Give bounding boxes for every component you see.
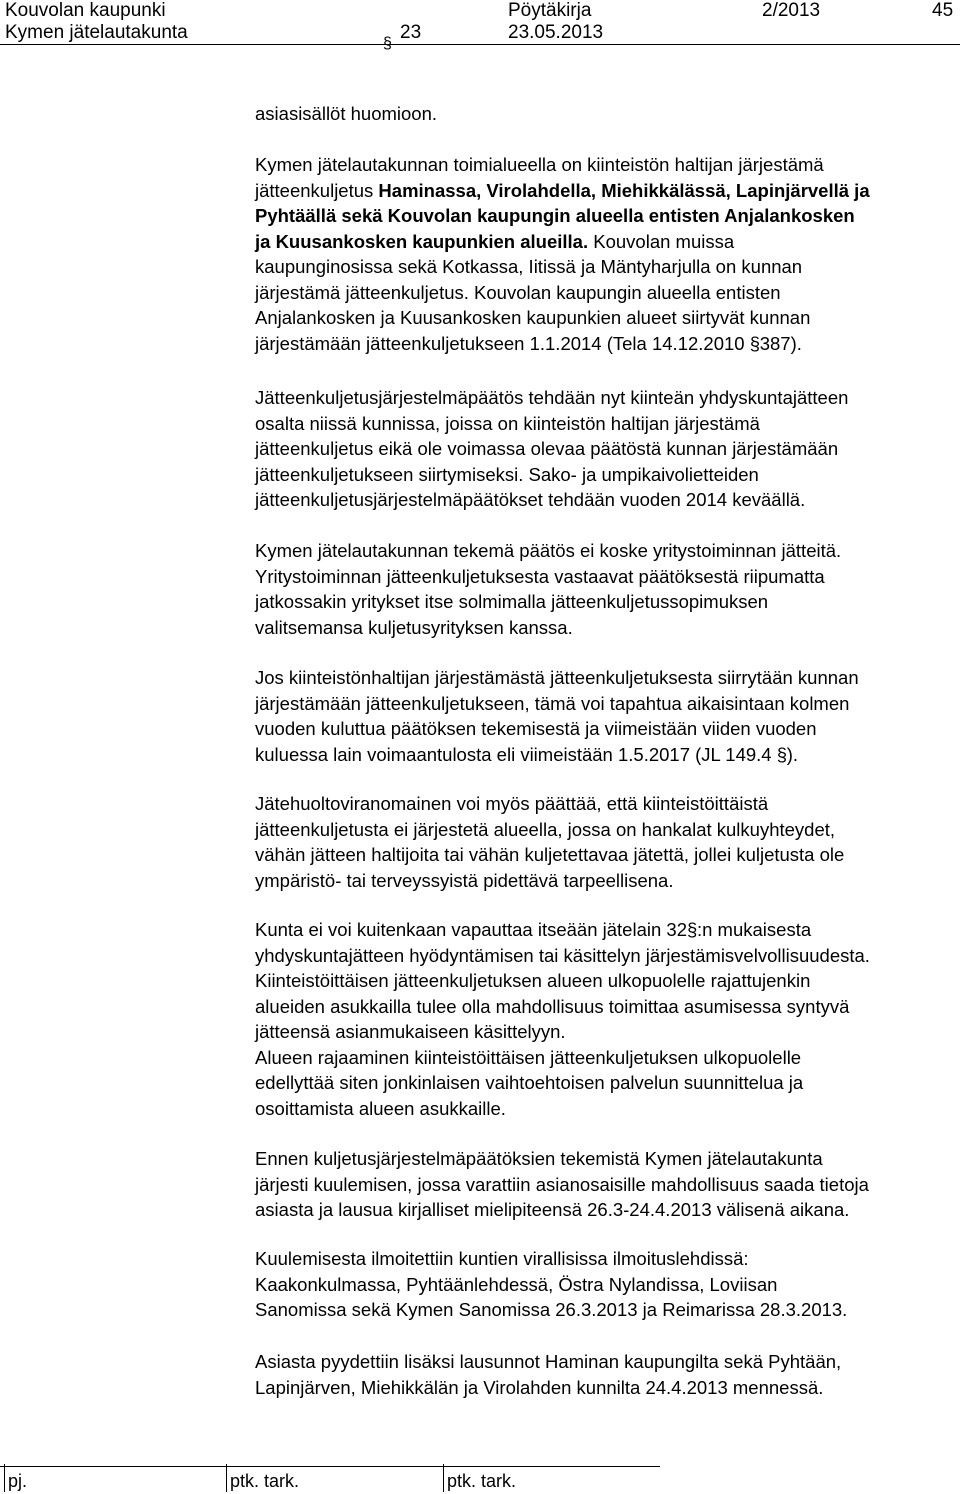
header-issue: 2/2013 bbox=[762, 0, 821, 21]
footer-minutes-checker-1 bbox=[230, 1470, 299, 1492]
text-line: Yritystoiminnan jätteenkuljetuksesta vastaavat päätöksestä riipumatta bbox=[255, 565, 825, 587]
section-mark: § bbox=[749, 332, 761, 354]
text-line: Kymen jätelautakunnan toimialueella on kiinteistön haltijan järjestämä bbox=[255, 154, 824, 175]
section-mark: § bbox=[776, 743, 788, 765]
text-line: Ennen kuljetusjärjestelmäpäätöksien tekemistä Kymen jätelautakunta bbox=[255, 1148, 823, 1169]
text-line: Kiinteistöittäisen jätteenkuljetuksen alueen ulkopuolelle rajattujenkin bbox=[255, 970, 811, 991]
text-line: alueiden asukkailla tulee olla mahdollisuus toimittaa asumisessa syntyvä bbox=[255, 995, 850, 1017]
text-line: Anjalankosken ja Kuusankosken kaupunkien alueet siirtyvät kunnan bbox=[255, 307, 811, 328]
header-rule bbox=[0, 44, 960, 45]
text-line: jätteenkuljetus eikä ole voimassa olevaa päätöstä kunnan järjestämään bbox=[255, 438, 839, 459]
header-body: Kymen jätelautakunta bbox=[5, 22, 188, 43]
text-line bbox=[255, 742, 955, 768]
text-line: jätteenkuljetusta ei järjestetä alueella, jossa on hankalat kulkuyhteydet, bbox=[255, 818, 836, 840]
header-date: 23.05.2013 bbox=[508, 22, 604, 43]
text-line: Kymen jätelautakunnan tekemä päätös ei koske yritystoiminnan jätteitä. bbox=[255, 540, 842, 561]
footer-minutes-checker-2 bbox=[447, 1470, 516, 1492]
paragraph-decision-scope bbox=[255, 385, 955, 513]
text-line: Jätteenkuljetusjärjestelmäpäätös tehdään nyt kiinteän yhdyskuntajätteen bbox=[255, 387, 849, 408]
section-mark: § bbox=[383, 35, 392, 52]
bold-text: Haminassa, Virolahdella, Miehikkälässä, Lapinjärvellä ja bbox=[378, 179, 870, 201]
text-line: Lapinjärven, Miehikkälän ja Virolahden kunnilta 24.4.2013 mennessä. bbox=[255, 1376, 824, 1398]
paragraph-statements bbox=[255, 1349, 955, 1400]
bold-text: ja Kuusankosken kaupunkien alueilla. bbox=[255, 230, 589, 252]
text-line: järjestämä jätteenkuljetus. Kouvolan kaupungin alueella entisten bbox=[255, 281, 781, 303]
footer-divider bbox=[4, 1464, 5, 1492]
text-line: Sanomissa sekä Kymen Sanomissa 26.3.2013 ja Reimarissa 28.3.2013. bbox=[255, 1299, 848, 1320]
text-line: osalta niissä kunnissa, joissa on kiinteistön haltijan järjestämä bbox=[255, 412, 760, 434]
text-line: edellyttää siten jonkinlaisen vaihtoehtoisen palvelun suunnittelua ja bbox=[255, 1072, 804, 1093]
text-span: :n mukaisesta bbox=[696, 919, 812, 940]
paragraph-continuation bbox=[255, 101, 955, 127]
text-line: vuoden kuluttua päätöksen tekemisestä ja viimeistään viiden vuoden bbox=[255, 718, 817, 739]
text-line: yhdyskuntajätteen hyödyntämisen tai käsittelyn järjestämisvelvollisuudesta. bbox=[255, 944, 870, 966]
text-line bbox=[255, 229, 955, 255]
paragraph-announcement bbox=[255, 1246, 955, 1323]
text-span: 387). bbox=[759, 332, 802, 354]
text-line: Kaakonkulmassa, Pyhtäänlehdessä, Östra Nylandissa, Loviisan bbox=[255, 1273, 778, 1295]
paragraph-transition-timing bbox=[255, 665, 955, 767]
text-span: Kunta ei voi kuitenkaan vapauttaa itseään jätelain 32 bbox=[255, 919, 687, 940]
header-page-number: 45 bbox=[932, 0, 954, 21]
text-line: jätteenkuljetukseen siirtymiseksi. Sako- ja umpikaivolietteiden bbox=[255, 463, 759, 485]
section-mark: § bbox=[686, 919, 698, 940]
paragraph-business-waste bbox=[255, 538, 955, 640]
paragraph-service-area bbox=[255, 152, 955, 356]
header-org: Kouvolan kaupunki bbox=[5, 0, 166, 21]
text-span: ). bbox=[786, 743, 799, 765]
text-line: jätteensä asianmukaiseen käsittelyyn. bbox=[255, 1021, 566, 1042]
text-line: vähän jätteen haltijoita tai vähän kuljetettavaa jätettä, jollei kuljetusta ole bbox=[255, 844, 845, 865]
text-line: Asiasta pyydettiin lisäksi lausunnot Haminan kaupungilta sekä Pyhtään, bbox=[255, 1351, 842, 1372]
text-line: Kuulemisesta ilmoitettiin kuntien virallisissa ilmoituslehdissä: bbox=[255, 1248, 749, 1269]
header-doc-type: Pöytäkirja bbox=[508, 0, 592, 21]
footer-divider bbox=[443, 1464, 444, 1492]
text-line: järjesti kuulemisen, jossa varattiin asianosaisille mahdollisuus saada tietoja bbox=[255, 1173, 869, 1195]
text-line: osoittamista alueen asukkaille. bbox=[255, 1097, 506, 1119]
text-span: järjestämään jätteenkuljetukseen 1.1.2014 (Tela 14.12.2010 bbox=[255, 332, 750, 354]
footer-rule bbox=[0, 1466, 660, 1467]
text-line: järjestämään jätteenkuljetukseen, tämä voi tapahtua aikaisintaan kolmen bbox=[255, 692, 850, 714]
text-line: asiasta ja lausua kirjalliset mielipiteensä 26.3-24.4.2013 välisenä aikana. bbox=[255, 1199, 850, 1220]
text-line: Alueen rajaaminen kiinteistöittäisen jätteenkuljetuksen ulkopuolelle bbox=[255, 1046, 802, 1068]
text-line bbox=[255, 331, 955, 357]
text-line: kaupunginosissa sekä Kotkassa, Iitissä ja Mäntyharjulla on kunnan bbox=[255, 256, 803, 277]
text-line bbox=[255, 917, 955, 943]
header-section-number: 23 bbox=[400, 22, 422, 43]
text-line: jatkossakin yritykset itse solmimalla jätteenkuljetussopimuksen bbox=[255, 591, 769, 612]
paragraph-authority-exemption bbox=[255, 791, 955, 893]
paragraph-hearing bbox=[255, 1146, 955, 1223]
text-line: Jätehuoltoviranomainen voi myös päättää, että kiinteistöittäistä bbox=[255, 793, 769, 814]
text-span: kuluessa lain voimaantulosta eli viimeistään 1.5.2017 (JL 149.4 bbox=[255, 743, 777, 765]
text-line: valitsemansa kuljetusyrityksen kanssa. bbox=[255, 616, 573, 638]
footer-divider bbox=[226, 1464, 227, 1492]
text-line: ympäristö- tai terveyssyistä pidettävä tarpeellisena. bbox=[255, 869, 674, 891]
bold-text-line: Pyhtäällä sekä Kouvolan kaupungin alueella entisten Anjalankosken bbox=[255, 205, 855, 226]
text-span: jätteenkuljetus bbox=[255, 179, 379, 201]
footer-chair-sign bbox=[8, 1470, 27, 1492]
footer-label: ptk. tark. bbox=[230, 1471, 300, 1491]
text-line: asiasisällöt huomioon. bbox=[255, 103, 438, 124]
text-span: Kouvolan muissa bbox=[588, 230, 735, 252]
paragraph-municipal-obligation bbox=[255, 917, 955, 1121]
text-line: jätteenkuljetusjärjestelmäpäätökset tehdään vuoden 2014 keväällä. bbox=[255, 489, 806, 510]
footer-label: ptk. tark. bbox=[447, 1471, 517, 1491]
text-line: Jos kiinteistönhaltijan järjestämästä jätteenkuljetuksesta siirrytään kunnan bbox=[255, 667, 859, 688]
text-line bbox=[255, 178, 955, 204]
footer-label: pj. bbox=[8, 1471, 28, 1491]
